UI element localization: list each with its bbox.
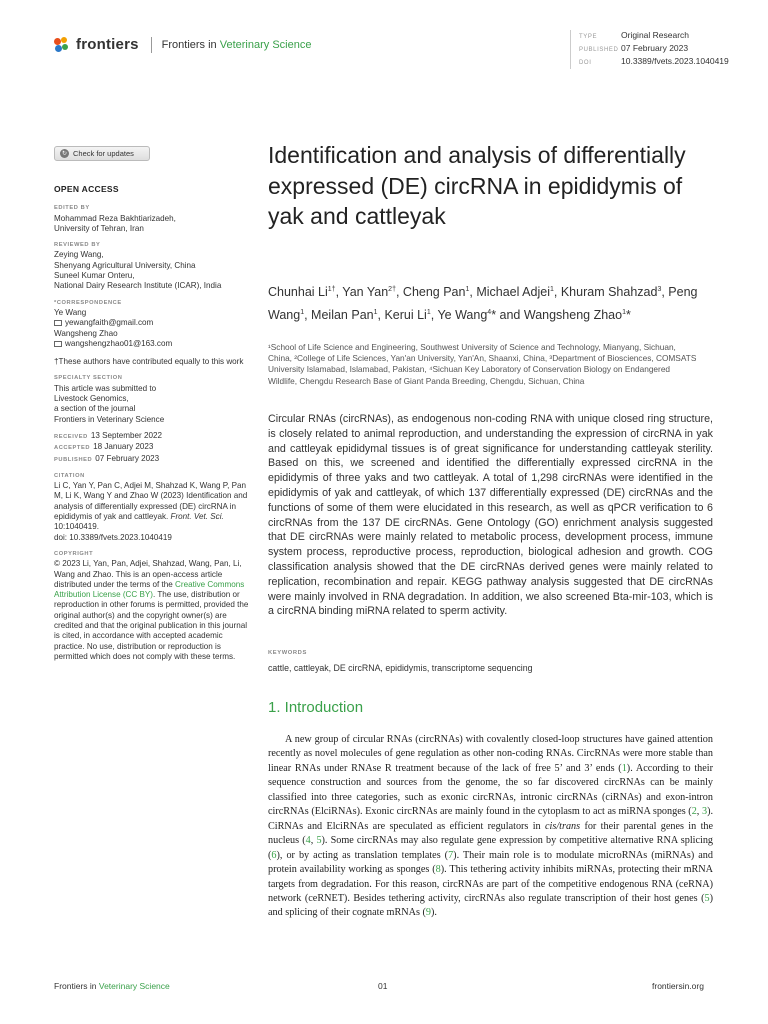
reference-link[interactable]: 5 (316, 835, 322, 847)
meta-type: TYPE Original Research (579, 30, 690, 40)
frontiers-logo-icon (54, 37, 70, 53)
citation-doi[interactable]: doi: 10.3389/fvets.2023.1040419 (54, 532, 172, 542)
article-title: Identification and analysis of differentially expressed (DE) circRNA in epididymis of yak and cattleyak (268, 142, 686, 229)
open-access-label: OPEN ACCESS (54, 184, 119, 194)
citation-block: CITATION Li C, Yan Y, Pan C, Adjei M, Shahzad K, Wang P, Pan M, Li K, Wang Y and Zhao W (2023) Identification and analysis of differentially expressed (DE) circRNA in epididymis of yak and cattleyak. Front. Vet. Sci. 10:1040419. doi: 10.3389/fvets.2023.1040419 (54, 471, 250, 543)
reference-link[interactable]: 3 (701, 806, 708, 818)
check-updates-icon: ↻ (61, 151, 68, 157)
page-number: 01 (378, 981, 388, 991)
footer-site-link[interactable]: frontiersin.org (652, 981, 704, 991)
reference-link[interactable]: 2 (691, 806, 697, 818)
reference-link[interactable]: 8 (435, 864, 441, 876)
sidebar (54, 184, 252, 662)
journal-name[interactable]: Frontiers in Veterinary Science (161, 38, 312, 51)
reference-link[interactable]: 9 (425, 907, 431, 919)
abstract: Circular RNAs (circRNAs), as endogenous non-coding RNA with unique closed ring structure, is closely related to animal reproduction, and understanding the expression of circRNA in yak and cattleyak epididymal tissues is of great significance for understanding cattleyak sterility. Based on this, we screened and identified the differentially expressed circRNA in the epididymis of three yaks and two cattleyak. A total of 1,298 circRNAs were identified in the epididymis of yak and cattleyak, of which 137 differentially expressed (DE) circRNAs and the functions of some of them were elucidated in this research, as well as qPCR verification to 6 circRNAs from the 137 DE circRNAs. Gene Ontology (GO) enrichment analysis suggested that DE circRNAs were mainly related to metabolic process, development process, immune system process, reproductive process, reproduction, biological adhesion and growth. COG classification analysis showed that the DE circRNAs derived genes were mainly related to replication, recombination and repair. KEGG pathway analysis suggested that DE circRNAs were mainly involved in RNA degradation. In addition, we also screened Bta-mir-103, which is a circRNA binding miRNA related to sperm activity. (268, 413, 713, 618)
correspondence-block: *CORRESPONDENCE Ye Wang yewangfaith@gmail.com Wangsheng Zhao wangshengzhao01@163.com (54, 299, 173, 348)
specialty-block: SPECIALTY SECTION This article was submitted to Livestock Genomics, a section of the journal Frontiers in Veterinary Science (54, 375, 165, 424)
email-link[interactable]: wangshengzhao01@163.com (65, 338, 173, 348)
check-for-updates-button[interactable]: ↻ Check for updates (54, 146, 150, 161)
meta-doi: DOI 10.3389/fvets.2023.1040419 (579, 56, 729, 66)
email-link[interactable]: yewangfaith@gmail.com (65, 318, 154, 328)
dates-block: RECEIVED 13 September 2022 ACCEPTED 18 January 2023 PUBLISHED 07 February 2023 (54, 430, 162, 463)
reference-link[interactable]: 4 (305, 835, 311, 847)
header-divider (151, 37, 152, 53)
equal-contribution-note: †These authors have contributed equally to this work (54, 357, 244, 367)
edited-by-block: EDITED BY Mohammad Reza Bakhtiarizadeh, University of Tehran, Iran (54, 205, 176, 233)
frontiers-logo[interactable] (54, 36, 311, 53)
email-icon (54, 341, 62, 347)
introduction-paragraph: A new group of circular RNAs (circRNAs) with covalently closed-loop structures have gained attention recently as novel molecules of gene regulation as other non-coding RNAs. CircRNAs were more stable than linear RNAs under RNAse R treatment because of the lack of free 5’ and 3’ ends (1). According to their sequence construction and sources from the genome, the so far discovered circRNAs can be mainly classified into three categories, such as exonic circRNAs, intronic circRNAs (ciRNAs) and exon-intron circRNAs (ElciRNAs). Exonic circRNAs are mainly found in the cytoplasm to act as miRNA sponges (2, 3). CiRNAs and ElciRNAs are speculated as efficient regulators in cis/trans for their parental genes in the nucleus (4, 5). Some circRNAs may also regulate gene expression by competitive alternative RNA splicing (6), or by acting as translation templates (7). Their main role is to modulate microRNAs (miRNAs) and protein availability working as sponges (8). This tethering activity inhibits miRNAs, protecting their mRNA targets from degradation. For this reason, circRNAs are part of the competitive endogenous RNA (ceRNA) network (ceRNET). Besides tethering activity, circRNAs also regulate transcription of their host genes (5) and splicing of their cognate mRNAs (9). (268, 734, 714, 919)
article-meta (570, 30, 729, 69)
email-icon (54, 320, 62, 326)
copyright-block: COPYRIGHT © 2023 Li, Yan, Pan, Adjei, Shahzad, Wang, Pan, Li, Wang and Zhao. This is an open-access article distributed under the terms of the Creative Commons Attribution License (CC BY). The use, distribution or reproduction in other forums is permitted, provided the original author(s) and the copyright owner(s) are credited and that the original publication in this journal is cited, in accordance with accepted academic practice. No use, distribution or reproduction is permitted which does not comply with these terms. (54, 550, 249, 661)
keywords: cattle, cattleyak, DE circRNA, epididymis, transcriptome sequencing (268, 663, 533, 673)
reviewed-by-block: REVIEWED BY Zeying Wang, Shenyang Agricultural University, China Suneel Kumar Onteru, National Dairy Research Institute (ICAR), India (54, 242, 222, 291)
reference-link[interactable]: 5 (704, 892, 710, 904)
keywords-label: KEYWORDS (268, 650, 307, 656)
meta-published: PUBLISHED 07 February 2023 (579, 43, 689, 53)
footer-journal[interactable]: Frontiers in Veterinary Science (54, 981, 170, 991)
reference-link[interactable]: 7 (448, 849, 454, 861)
author-list: Chunhai $Li^{1\dagger}$, Yan Yan$^{2\dagger}$, Cheng Pan$^1$, Michael Adjei$^1$, Khuram Shahzad$^3$, Peng Wang$^1$, Meilan Pan$^1$, Kerui Li$^1$, Ye Wang$^4$* and Wangsheng Zhao$^1$* (268, 285, 698, 322)
affiliations: ¹School of Life Science and Engineering, Southwest University of Science and Technology, Mianyang, Sichuan, China, ²College of Life Sciences, Yan'an University, Yan'An, Shaanxi, China, ³Department of Biosciences, COMSATS University Islamabad, Islamabad, Pakistan, ⁴Sichuan Key Laboratory of Conservation Biology on Endangered Wildlife, Chengdu Research Base of Giant Panda Breeding, Chengdu, Sichuan, China (268, 342, 697, 386)
cc-by-license-link[interactable]: Creative Commons Attribution License (CC BY) (54, 579, 245, 600)
reference-link[interactable]: 1 (621, 762, 627, 774)
brand-name: frontiers (76, 36, 139, 53)
section-heading-introduction: 1. Introduction (268, 699, 364, 716)
reference-link[interactable]: 6 (271, 849, 277, 861)
